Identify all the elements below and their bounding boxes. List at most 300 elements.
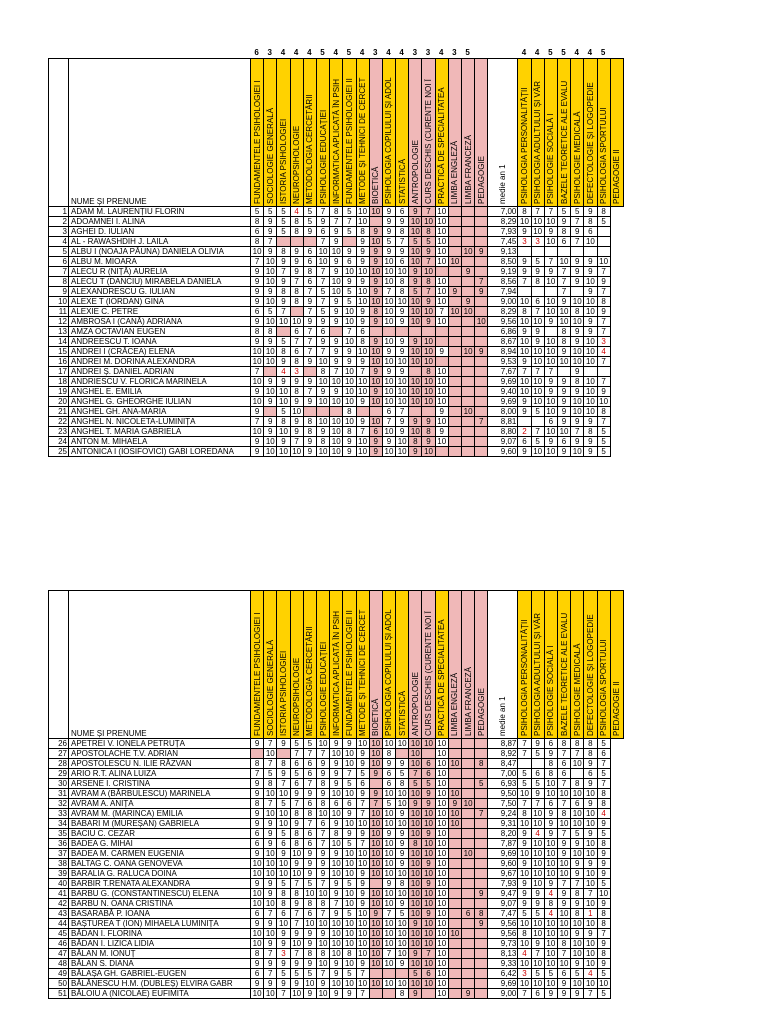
grade-cell: 10 <box>369 397 382 407</box>
grade-cell: 5 <box>303 217 316 227</box>
subject-header <box>409 59 422 207</box>
grade-cell: 9 <box>330 317 343 327</box>
grade-cell: 9 <box>343 739 356 749</box>
grade-cell: 7 <box>356 799 369 809</box>
subject-header-label: PSIHOLOGIE SOCIALĂ I <box>546 645 556 736</box>
grade-cell: 10 <box>369 889 382 899</box>
grade-cell: 9 <box>544 989 557 999</box>
table-row <box>49 287 624 297</box>
grade-cell <box>448 939 461 949</box>
grade-cell: 7 <box>557 749 570 759</box>
grade-cell: 9 <box>571 337 584 347</box>
grade-cell: 7 <box>518 277 531 287</box>
grade-cell: 10 <box>251 247 264 257</box>
grade-cell <box>448 227 461 237</box>
student-name: ALECU R (NIȚĂ) AURELIA <box>69 267 251 277</box>
grade-cell: 5 <box>303 969 316 979</box>
grade-cell <box>462 959 475 969</box>
grade-cell <box>475 447 488 457</box>
grade-cell: 10 <box>330 447 343 457</box>
grade-cell: 8 <box>396 989 409 999</box>
grade-cell: 6 <box>571 799 584 809</box>
grade-cell <box>462 237 475 247</box>
grade-cell: 9,13 <box>488 247 518 257</box>
grade-cell: 10 <box>251 989 264 999</box>
grade-cell <box>475 849 488 859</box>
grade-cell: 9 <box>518 879 531 889</box>
grade-cell: 9,31 <box>488 819 518 829</box>
grade-cell <box>462 809 475 819</box>
grade-cell: 10 <box>584 277 597 287</box>
grade-cell: 9 <box>597 959 610 969</box>
row-index: 2 <box>49 217 69 227</box>
grade-cell: 10 <box>264 869 277 879</box>
grade-cell: 4 <box>544 909 557 919</box>
grade-cell: 3 <box>518 237 531 247</box>
grade-cell: 10 <box>409 899 422 909</box>
grade-cell <box>290 237 303 247</box>
grade-cell: 7 <box>597 417 610 427</box>
grade-cell: 10 <box>396 739 409 749</box>
subject-header <box>343 59 356 207</box>
student-name: ANTONICA I (IOSIFOVICI) GABI LOREDANA <box>69 447 251 457</box>
table-row <box>49 869 624 879</box>
grade-cell: 7 <box>303 347 316 357</box>
student-name: ANGHEL GH. ANA-MARIA <box>69 407 251 417</box>
grade-cell: 5 <box>531 969 544 979</box>
grade-cell: 10 <box>277 819 290 829</box>
grade-cell: 9 <box>531 889 544 899</box>
table-row <box>49 949 624 959</box>
grade-cell <box>462 437 475 447</box>
grade-cell: 9 <box>409 447 422 457</box>
grade-cell: 10 <box>382 899 395 909</box>
credit-value: 4 <box>386 48 391 57</box>
grade-cell: 9 <box>369 909 382 919</box>
grade-cell: 9 <box>435 347 448 357</box>
subject-header-label: SOCIOLOGIE GENERALĂ <box>265 107 275 204</box>
grade-cell: 9 <box>316 769 329 779</box>
grade-cell: 9 <box>316 317 329 327</box>
grade-cell: 7 <box>264 799 277 809</box>
grade-cell: 10 <box>356 447 369 457</box>
grade-cell: 5 <box>531 909 544 919</box>
subject-header <box>462 591 475 739</box>
grade-cell: 9,00 <box>488 297 518 307</box>
subject-header <box>277 59 290 207</box>
student-name: BĂLAȘA GH. GABRIEL-EUGEN <box>69 969 251 979</box>
grade-cell <box>448 447 461 457</box>
grade-cell: 9 <box>264 417 277 427</box>
grade-cell: 6 <box>316 227 329 237</box>
grade-cell: 9 <box>303 377 316 387</box>
grade-cell <box>462 207 475 217</box>
grade-cell: 10 <box>571 809 584 819</box>
grade-cell: 7,94 <box>488 287 518 297</box>
grade-cell: 9 <box>330 257 343 267</box>
grade-cell: 8 <box>343 407 356 417</box>
credit-value: 5 <box>561 48 566 57</box>
grade-cell <box>571 287 584 297</box>
row-index: 14 <box>49 337 69 347</box>
grade-cell: 10 <box>330 979 343 989</box>
grade-cell: 9 <box>330 357 343 367</box>
grade-cell: 9 <box>264 979 277 989</box>
grade-cell: 5 <box>277 969 290 979</box>
grade-cell: 7 <box>382 909 395 919</box>
grade-cell <box>462 939 475 949</box>
grade-cell: 9 <box>396 427 409 437</box>
grade-cell: 9 <box>382 227 395 237</box>
grade-cell: 5 <box>531 437 544 447</box>
row-index: 50 <box>49 979 69 989</box>
grade-cell: 8 <box>316 437 329 447</box>
grade-cell: 9 <box>382 247 395 257</box>
grade-cell: 10 <box>531 447 544 457</box>
grade-cell: 10 <box>396 939 409 949</box>
grade-cell: 9 <box>396 899 409 909</box>
grade-cell: 10 <box>409 739 422 749</box>
student-name: BĂLOIU A (NICOLAE) EUFIMITA <box>69 989 251 999</box>
grade-cell <box>518 247 531 257</box>
student-name: ADOAMNEI I. ALINA <box>69 217 251 227</box>
table-row <box>49 387 624 397</box>
grade-cell: 10 <box>531 919 544 929</box>
grade-cell: 10 <box>531 377 544 387</box>
grade-cell: 8,47 <box>488 759 518 769</box>
grade-cell: 8 <box>518 307 531 317</box>
subject-header <box>435 59 448 207</box>
grade-cell: 10 <box>584 307 597 317</box>
grade-cell: 10 <box>422 939 435 949</box>
student-name: AVRAM M. (MARINCA) EMILIA <box>69 809 251 819</box>
grade-cell: 10 <box>369 237 382 247</box>
grade-cell: 9 <box>571 257 584 267</box>
grade-cell: 10 <box>557 257 570 267</box>
grade-cell: 10 <box>343 899 356 909</box>
table-row <box>49 397 624 407</box>
grade-cell: 9 <box>597 819 610 829</box>
grade-cell: 10 <box>544 949 557 959</box>
grade-cell: 9 <box>544 809 557 819</box>
subject-header-label: INFORMATICA APLICATĂ ÎN PSIH <box>331 610 341 736</box>
grade-cell <box>475 939 488 949</box>
credit-value: 5 <box>548 48 553 57</box>
grade-cell: 10 <box>584 919 597 929</box>
grade-cell <box>544 327 557 337</box>
grade-cell: 10 <box>409 307 422 317</box>
grade-cell <box>475 407 488 417</box>
grade-cell: 9 <box>597 899 610 909</box>
grade-cell: 10 <box>448 307 461 317</box>
credit-value: 4 <box>307 48 312 57</box>
credit-value: 3 <box>425 48 431 57</box>
grade-cell: 10 <box>435 939 448 949</box>
grade-cell <box>531 417 544 427</box>
grade-cell: 9 <box>571 417 584 427</box>
grade-cell <box>475 227 488 237</box>
grade-cell: 4 <box>544 889 557 899</box>
student-name: AL - RAWASHDIH J. LAILA <box>69 237 251 247</box>
grade-cell <box>264 367 277 377</box>
grade-cell: 6 <box>518 437 531 447</box>
grade-cell: 10 <box>396 869 409 879</box>
grade-cell <box>448 417 461 427</box>
grade-cell: 9 <box>584 779 597 789</box>
table-row <box>49 237 624 247</box>
grade-cell <box>462 829 475 839</box>
grade-cell: 9 <box>409 417 422 427</box>
grade-cell <box>448 979 461 989</box>
grade-cell: 10 <box>544 397 557 407</box>
grade-cell: 9 <box>264 427 277 437</box>
grade-cell: 10 <box>435 387 448 397</box>
subject-header <box>448 591 461 739</box>
grade-cell: 10 <box>382 397 395 407</box>
grade-cell: 10 <box>544 849 557 859</box>
credits-spacer <box>68 47 250 58</box>
grade-cell: 10 <box>356 929 369 939</box>
grade-cell: 9 <box>343 989 356 999</box>
grade-cell: 10 <box>369 929 382 939</box>
subject-header-label: LIMBA ENGLEZĂ <box>450 140 460 204</box>
grade-cell <box>435 337 448 347</box>
subject-header-label: FUNDAMENTELE PSIHOLOGIEI II <box>344 610 354 736</box>
student-name: BARBU G. (CONSTANTINESCU) ELENA <box>69 889 251 899</box>
grade-cell: 10 <box>396 297 409 307</box>
grade-cell: 10 <box>435 909 448 919</box>
grade-cell: 5 <box>597 447 610 457</box>
grade-cell: 10 <box>584 297 597 307</box>
grade-cell: 10 <box>343 789 356 799</box>
grade-cell: 10 <box>531 879 544 889</box>
grade-cell <box>409 407 422 417</box>
grade-cell <box>422 407 435 417</box>
grade-cell: 7 <box>356 427 369 437</box>
grade-cell: 10 <box>264 257 277 267</box>
grade-cell <box>462 839 475 849</box>
grade-cell: 9 <box>518 227 531 237</box>
grade-cell: 9 <box>264 397 277 407</box>
grades-table-1 <box>48 58 624 457</box>
grade-cell: 10 <box>396 799 409 809</box>
grade-cell: 10 <box>557 859 570 869</box>
grade-cell: 6 <box>422 769 435 779</box>
grade-cell: 9 <box>557 899 570 909</box>
grade-cell: 8 <box>396 277 409 287</box>
grade-cell: 9 <box>518 327 531 337</box>
grade-cell: 9 <box>316 929 329 939</box>
grade-cell: 9 <box>330 387 343 397</box>
grade-cell: 9 <box>316 789 329 799</box>
grade-cell: 10 <box>422 387 435 397</box>
grade-cell: 10 <box>435 839 448 849</box>
credit-value: 5 <box>320 48 325 57</box>
grade-cell <box>448 387 461 397</box>
row-index: 26 <box>49 739 69 749</box>
grade-cell: 10 <box>531 849 544 859</box>
grade-cell: 8 <box>422 367 435 377</box>
grade-cell: 10 <box>330 789 343 799</box>
grade-cell: 5 <box>264 307 277 317</box>
grade-cell: 9 <box>557 407 570 417</box>
row-index: 3 <box>49 227 69 237</box>
credit-value: 6 <box>254 48 259 57</box>
grade-cell <box>475 839 488 849</box>
grade-cell: 10 <box>316 257 329 267</box>
grade-cell: 9 <box>290 859 303 869</box>
grade-cell: 10 <box>531 357 544 367</box>
grade-cell: 10 <box>435 789 448 799</box>
grade-cell: 10 <box>435 437 448 447</box>
row-index: 4 <box>49 237 69 247</box>
grade-cell: 10 <box>531 227 544 237</box>
grade-cell: 10 <box>435 819 448 829</box>
grade-cell: 9,19 <box>488 267 518 277</box>
grade-cell: 10 <box>531 839 544 849</box>
grade-cell: 8 <box>557 939 570 949</box>
grade-cell: 9 <box>330 889 343 899</box>
grade-cell: 8 <box>571 307 584 317</box>
row-index: 49 <box>49 969 69 979</box>
grade-cell <box>396 969 409 979</box>
grade-cell: 10 <box>343 367 356 377</box>
grade-cell: 5 <box>544 969 557 979</box>
grade-cell: 8 <box>290 839 303 849</box>
grade-cell: 9 <box>422 297 435 307</box>
grade-cell: 9 <box>396 317 409 327</box>
grade-cell: 10 <box>356 217 369 227</box>
grade-cell: 8 <box>557 739 570 749</box>
row-index: 46 <box>49 939 69 949</box>
subject-header-label: PRACTICĂ DE SPECIALITATEA <box>437 619 447 736</box>
grade-cell: 5 <box>396 769 409 779</box>
row-index: 28 <box>49 759 69 769</box>
grade-cell: 9 <box>330 307 343 317</box>
grade-cell: 8 <box>597 919 610 929</box>
student-name: ANDRIESCU V. FLORICA MARINELA <box>69 377 251 387</box>
row-index: 31 <box>49 789 69 799</box>
grade-cell: 6 <box>303 839 316 849</box>
row-index: 51 <box>49 989 69 999</box>
grade-cell: 10 <box>369 297 382 307</box>
grade-cell: 10 <box>369 949 382 959</box>
grade-cell: 5 <box>343 969 356 979</box>
grade-cell: 9 <box>396 347 409 357</box>
grade-cell: 9 <box>330 267 343 277</box>
grade-cell: 7 <box>303 337 316 347</box>
grade-cell: 8,29 <box>488 217 518 227</box>
grade-cell: 9 <box>356 277 369 287</box>
table-row <box>49 337 624 347</box>
grade-cell: 7 <box>531 207 544 217</box>
grade-cell: 8 <box>356 337 369 347</box>
grade-cell: 7 <box>264 909 277 919</box>
grade-cell <box>409 367 422 377</box>
grade-cell: 6 <box>251 839 264 849</box>
grade-cell: 10 <box>584 879 597 889</box>
grade-cell: 9 <box>584 759 597 769</box>
grade-cell: 9 <box>557 417 570 427</box>
grade-cell: 10 <box>316 809 329 819</box>
grade-cell: 5 <box>343 909 356 919</box>
grade-cell: 6 <box>396 207 409 217</box>
grade-cell: 9 <box>518 889 531 899</box>
grade-cell: 9 <box>396 809 409 819</box>
grade-cell: 5 <box>597 969 610 979</box>
grade-cell: 10 <box>316 447 329 457</box>
grade-cell: 8,00 <box>488 407 518 417</box>
grade-cell: 8 <box>303 417 316 427</box>
grade-cell <box>448 377 461 387</box>
grade-cell: 10 <box>544 859 557 869</box>
grade-cell: 10 <box>571 819 584 829</box>
grade-cell: 7 <box>264 759 277 769</box>
grade-cell: 10 <box>264 447 277 457</box>
grade-cell: 10 <box>409 749 422 759</box>
grade-cell: 10 <box>382 849 395 859</box>
grade-cell: 7 <box>277 989 290 999</box>
grade-cell: 10 <box>422 929 435 939</box>
grade-cell: 10 <box>584 407 597 417</box>
table-row <box>49 959 624 969</box>
grade-cell <box>369 779 382 789</box>
grade-cell: 7 <box>316 207 329 217</box>
grade-cell: 10 <box>382 267 395 277</box>
grade-cell: 7 <box>597 267 610 277</box>
credits-row <box>48 47 623 58</box>
grade-cell: 7 <box>303 779 316 789</box>
table-row <box>49 217 624 227</box>
grade-cell: 6 <box>277 839 290 849</box>
grade-cell: 10 <box>584 237 597 247</box>
grade-cell: 6 <box>422 759 435 769</box>
grade-cell: 10 <box>584 869 597 879</box>
grade-cell: 9 <box>303 989 316 999</box>
grade-cell: 7 <box>422 207 435 217</box>
grade-cell: 10 <box>409 377 422 387</box>
grade-cell: 7,67 <box>488 367 518 377</box>
row-index: 43 <box>49 909 69 919</box>
grade-cell: 7 <box>290 919 303 929</box>
grade-cell: 6 <box>303 277 316 287</box>
grade-cell <box>330 327 343 337</box>
grade-cell <box>422 327 435 337</box>
grade-cell: 4 <box>597 809 610 819</box>
grade-cell: 10 <box>396 949 409 959</box>
grade-cell: 9 <box>584 829 597 839</box>
grade-cell <box>475 869 488 879</box>
grade-cell: 9 <box>382 759 395 769</box>
grade-cell: 6 <box>544 739 557 749</box>
grade-cell: 9 <box>356 789 369 799</box>
grade-cell: 6 <box>531 297 544 307</box>
grade-cell: 10 <box>277 317 290 327</box>
credit-value: 4 <box>293 48 299 57</box>
grade-cell: 10 <box>409 397 422 407</box>
grade-cell: 8 <box>597 407 610 417</box>
grade-cell: 10 <box>396 387 409 397</box>
grade-cell <box>448 849 461 859</box>
grade-cell: 6 <box>316 819 329 829</box>
grade-cell: 7 <box>557 799 570 809</box>
grade-cell: 8 <box>518 207 531 217</box>
grade-cell: 10 <box>316 377 329 387</box>
grade-cell: 10 <box>316 739 329 749</box>
grade-cell: 8 <box>396 287 409 297</box>
grade-cell <box>462 819 475 829</box>
subject-header-label: CURS DESCHIS (CURENTE NOI Î <box>424 611 434 736</box>
